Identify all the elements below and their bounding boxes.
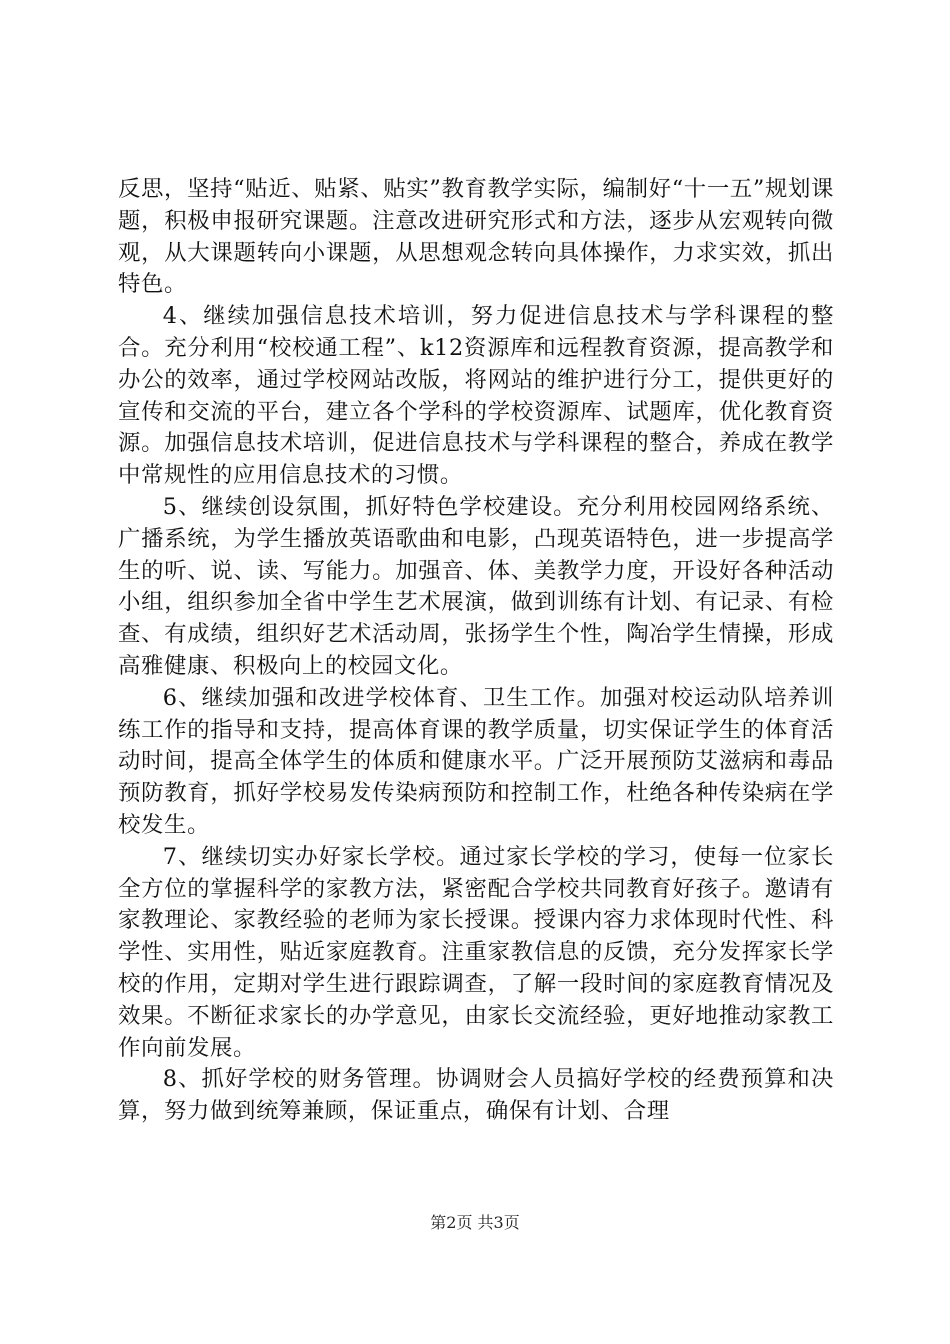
paragraph-continuation: 反思，坚持“贴近、贴紧、贴实”教育教学实际，编制好“十一五”规划课题，积极申报研究课题。注意改进研究形式和方法，逐步从宏观转向微观，从大课题转向小课题，从思想观念转向具体操作，力求实效，抓出特色。 [118,176,834,298]
paragraph-item-6: 6、继续加强和改进学校体育、卫生工作。加强对校运动队培养训练工作的指导和支持，提高体育课的教学质量，切实保证学生的体育活动时间，提高全体学生的体质和健康水平。广泛开展预防艾滋病和毒品预防教育，抓好学校易发传染病预防和控制工作，杜绝各种传染病在学校发生。 [118,684,834,838]
paragraph-item-8: 8、抓好学校的财务管理。协调财会人员搞好学校的经费预算和决算，努力做到统筹兼顾，保证重点，确保有计划、合理 [118,1066,834,1125]
document-body [118,174,834,1128]
paragraph-item-5: 5、继续创设氛围，抓好特色学校建设。充分利用校园网络系统、广播系统，为学生播放英语歌曲和电影，凸现英语特色，进一步提高学生的听、说、读、写能力。加强音、体、美教学力度，开设好各种活动小组，组织参加全省中学生艺术展演，做到训练有计划、有记录、有检查、有成绩，组织好艺术活动周，张扬学生个性，陶冶学生情操，形成高雅健康、积极向上的校园文化。 [118,493,834,679]
page-footer: 第2页 共3页 [430,1213,520,1232]
paragraph-item-4: 4、继续加强信息技术培训，努力促进信息技术与学科课程的整合。充分利用“校校通工程”、k12资源库和远程教育资源，提高教学和办公的效率，通过学校网站改版，将网站的维护进行分工，提供更好的宣传和交流的平台，建立各个学科的学校资源库、试题库，优化教育资源。加强信息技术培训，促进信息技术与学科课程的整合，养成在教学中常规性的应用信息技术的习惯。 [118,303,834,489]
paragraph-item-7: 7、继续切实办好家长学校。通过家长学校的学习，使每一位家长全方位的掌握科学的家教方法，紧密配合学校共同教育好孩子。邀请有家教理论、家教经验的老师为家长授课。授课内容力求体现时代性、科学性、实用性，贴近家庭教育。注重家教信息的反馈，充分发挥家长学校的作用，定期对学生进行跟踪调查，了解一段时间的家庭教育情况及效果。不断征求家长的办学意见，由家长交流经验，更好地推动家教工作向前发展。 [118,843,834,1061]
